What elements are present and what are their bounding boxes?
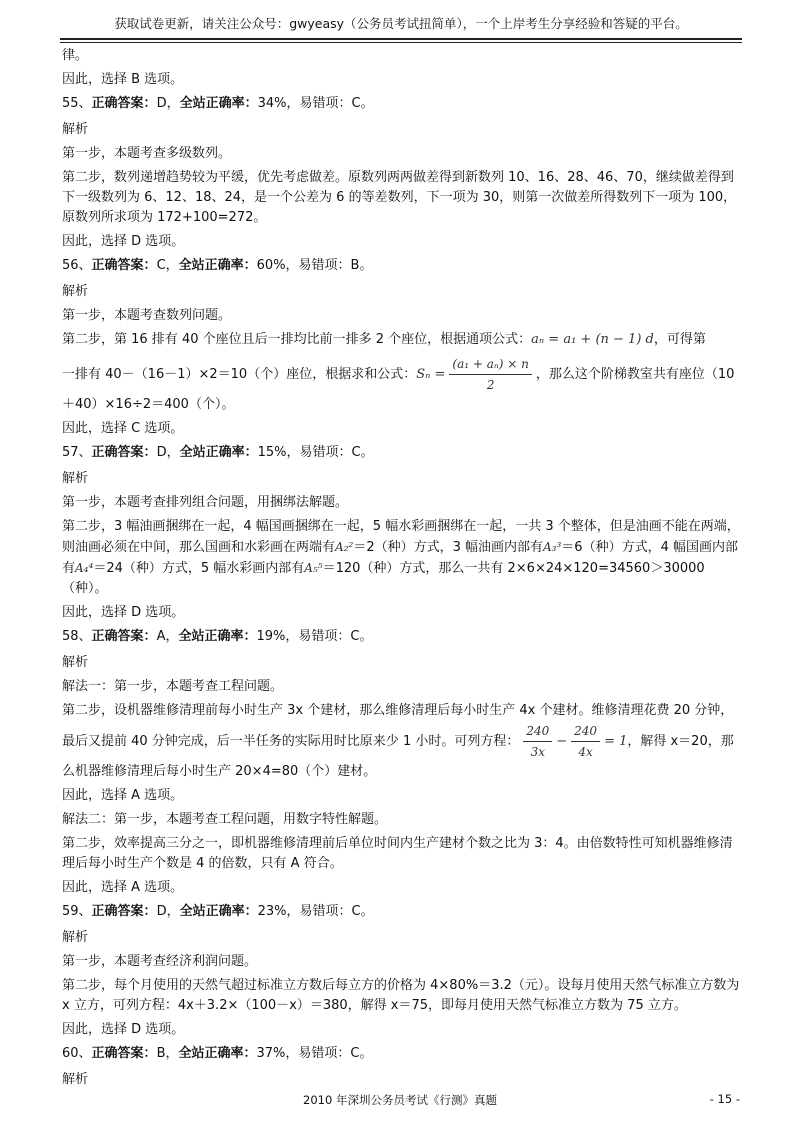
conclusion-55: 因此，选择 D 选项。 xyxy=(62,234,185,249)
formula-sum-fraction: $\frac{\text{(a₁ + aₙ) × n}}{2}$ xyxy=(449,354,531,395)
question-56-answer: 56、正确答案：C，全站正确率：60%，易错项：B。 xyxy=(62,258,373,273)
analysis-heading: 解析 xyxy=(62,930,89,945)
question-55-answer: 55、正确答案：D，全站正确率：34%，易错项：C。 xyxy=(62,96,374,111)
step-text: 解法二：第一步，本题考查工程问题，用数字特性解题。 xyxy=(62,812,388,827)
analysis-heading: 解析 xyxy=(62,122,89,137)
question-58-answer: 58、正确答案：A，全站正确率：19%，易错项：C。 xyxy=(62,629,373,644)
question-59-answer: 59、正确答案：D，全站正确率：23%，易错项：C。 xyxy=(62,904,374,919)
analysis-heading: 解析 xyxy=(62,284,89,299)
step-text: 第一步，本题考查数列问题。 xyxy=(62,308,232,323)
step-text: 一排有 40－（16－1）×2＝10（个）座位，根据求和公式：Sₙ = $\frac{\text{(a₁ + aₙ) × n}}{2}$ ，那么这个阶梯教室共有座位（10＋40）×16÷2＝400（个）。 xyxy=(62,354,740,415)
step-text: 第二步，第 16 排有 40 个座位且后一排均比前一排多 2 个座位，根据通项公式：aₙ = a₁ + (n − 1) d，可得第 xyxy=(62,332,706,347)
formula-sum-left: Sₙ = xyxy=(416,367,446,382)
step-text: 第二步，数列递增趋势较为平缓，优先考虑做差。原数列两两做差得到新数列 10、16、28、46、70，继续做差得到下一级数列为 6、12、18、24，是一个公差为 6 的等差数列，下一项为 30，则第一次做差所得数列下一项为 100，原数列所求项为 172+100=272。 xyxy=(62,170,737,225)
document-body xyxy=(62,46,740,1094)
step-text: 第二步，3 幅油画捆绑在一起，4 幅国画捆绑在一起，5 幅水彩画捆绑在一起，一共 3 个整体，但是油画不能在两端，则油画必须在中间，那么国画和水彩画在两端有A₂²＝2（种）方式，3 幅油画内部有A₃³＝6（种）方式，4 幅国画内部有A₄⁴＝24（种）方式，5 幅水彩画内部有A₅⁵＝120（种）方式，那么一共有 2×6×24×120=34560＞30000（种）。 xyxy=(62,519,740,596)
step-text: 解法一：第一步，本题考查工程问题。 xyxy=(62,679,284,694)
conclusion-54: 因此，选择 B 选项。 xyxy=(62,72,184,87)
question-60-answer: 60、正确答案：B，全站正确率：37%，易错项：C。 xyxy=(62,1046,373,1061)
step-text: 第一步，本题考查排列组合问题，用捆绑法解题。 xyxy=(62,495,349,510)
conclusion-58: 因此，选择 A 选项。 xyxy=(62,788,184,803)
conclusion-56: 因此，选择 C 选项。 xyxy=(62,421,184,436)
text-line: 律。 xyxy=(62,48,89,63)
step-text: 第二步，设机器维修清理前每小时生产 3x 个建材，那么维修清理后每小时生产 4x 个建材。维修清理花费 20 分钟，最后又提前 40 分钟完成，后一半任务的实际用时比原来少 1 小时。可列方程： $\frac{240}{3x}$ − $\frac{240}{4x}$ = 1，解得 x＝20，那么机器维修清理后每小时生产 20×4=80（个）建材。 xyxy=(62,703,734,779)
page-footer xyxy=(0,1092,800,1112)
analysis-heading: 解析 xyxy=(62,471,89,486)
equation-fraction: $\frac{240}{3x}$ xyxy=(523,721,552,762)
permutation-formula: A₂² xyxy=(335,540,354,554)
equation-fraction: $\frac{240}{4x}$ xyxy=(571,721,600,762)
step-text: 第二步，每个月使用的天然气超过标准立方数后每立方的价格为 4×80%＝3.2（元）。设每月使用天然气标准立方数为 x 立方，可列方程：4x＋3.2×（100－x）＝380，解得 x＝75，即每月使用天然气标准立方数为 75 立方。 xyxy=(62,978,740,1013)
formula-general-term: aₙ = a₁ + (n − 1) d xyxy=(531,332,654,347)
step-text: 第二步，效率提高三分之一，即机器维修清理前后单位时间内生产建材个数之比为 3：4。由倍数特性可知机器维修清理后每小时生产个数是 4 的倍数，只有 A 符合。 xyxy=(62,836,733,871)
conclusion-58-alt: 因此，选择 A 选项。 xyxy=(62,880,184,895)
analysis-heading: 解析 xyxy=(62,655,89,670)
header-text: 获取试卷更新，请关注公众号：gwyeasy（公务员考试扭简单），一个上岸考生分享经验和答疑的平台。 xyxy=(114,16,688,31)
analysis-heading: 解析 xyxy=(62,1072,89,1087)
permutation-formula: A₄⁴ xyxy=(75,561,94,575)
question-57-answer: 57、正确答案：D，全站正确率：15%，易错项：C。 xyxy=(62,445,374,460)
page-number: - 15 - xyxy=(709,1092,740,1106)
conclusion-59: 因此，选择 D 选项。 xyxy=(62,1022,185,1037)
footer-title: 2010 年深圳公务员考试《行测》真题 xyxy=(303,1093,497,1107)
step-text: 第一步，本题考查多级数列。 xyxy=(62,146,232,161)
permutation-formula: A₃³ xyxy=(543,540,562,554)
permutation-formula: A₅⁵ xyxy=(304,561,323,575)
step-text: 第一步，本题考查经济利润问题。 xyxy=(62,954,258,969)
page-header xyxy=(60,14,742,40)
conclusion-57: 因此，选择 D 选项。 xyxy=(62,605,185,620)
